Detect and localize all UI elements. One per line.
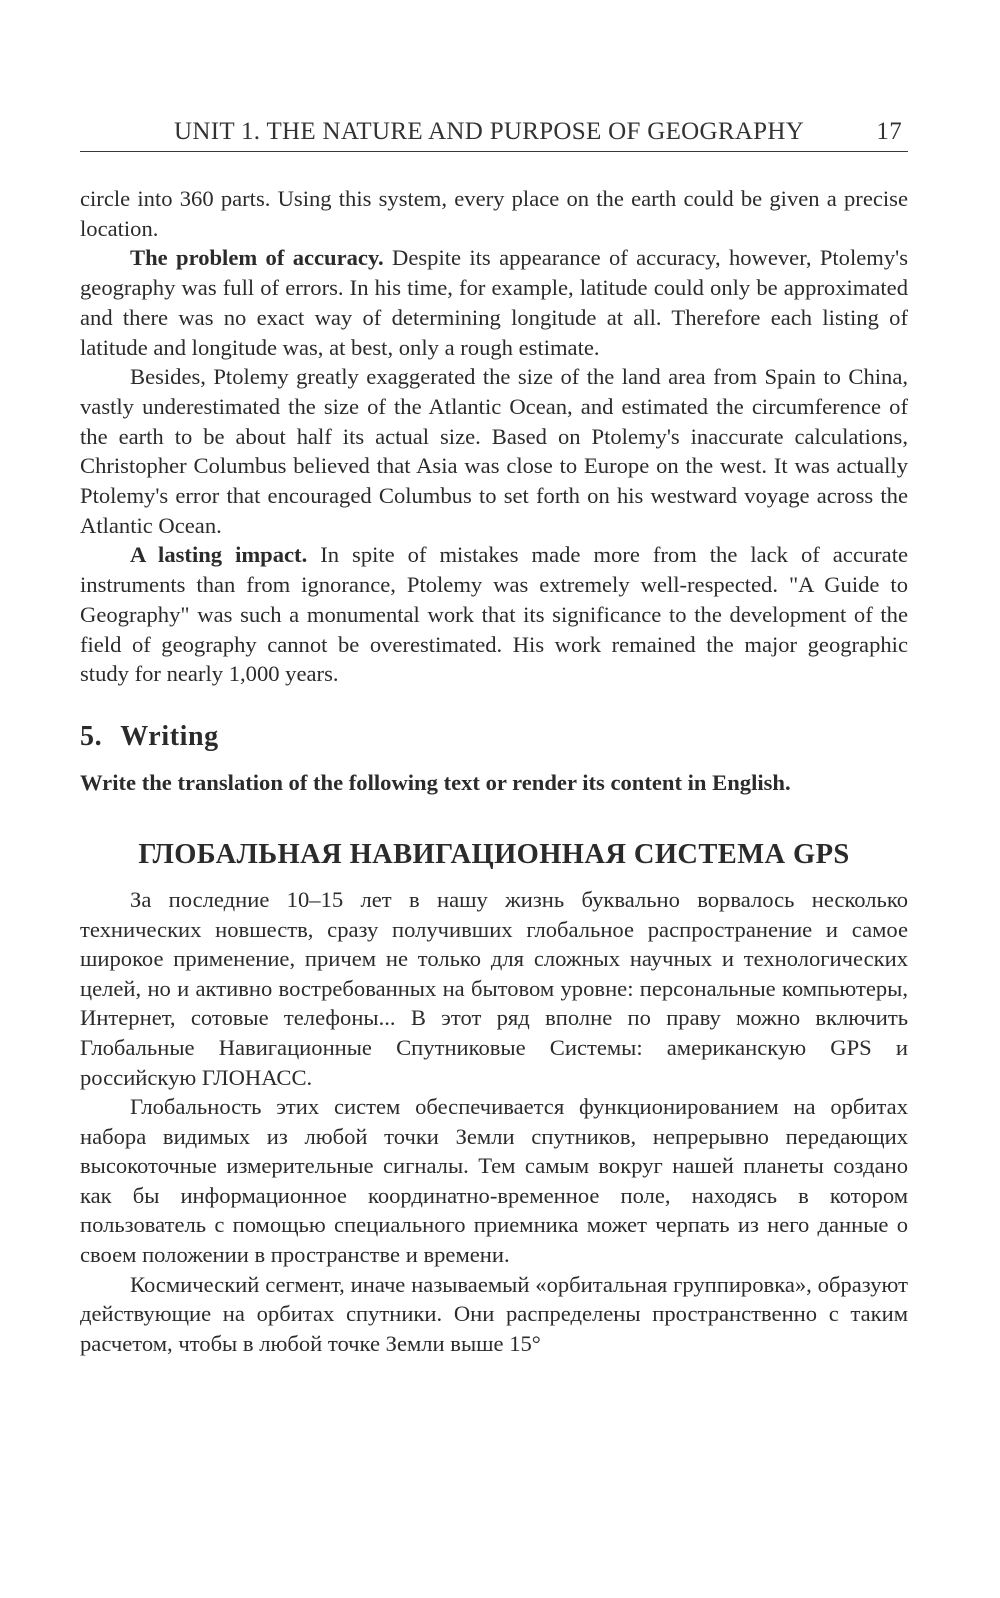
english-body xyxy=(80,184,908,689)
section-heading xyxy=(80,721,908,753)
section-title: Writing xyxy=(120,720,219,752)
section-instruction: Write the translation of the following text or render its content in English. xyxy=(80,769,791,795)
paragraph-1: circle into 360 parts. Using this system, every place on the earth could be given a precise location. xyxy=(80,186,908,241)
page-number: 17 xyxy=(876,118,902,145)
russian-paragraph-1: За последние 10–15 лет в нашу жизнь буквально ворвалось несколько технических новшеств, сразу получивших глобальное распространение и самое широкое применение, причем не только для сложных научных и технологических целей, но и активно востребованных на бытовом уровне: персональные компьютеры, Интернет, сотовые телефоны... В этот ряд вполне по праву можно включить Глобальные Навигационные Спутниковые Системы: американскую GPS и российскую ГЛОНАСС. xyxy=(80,886,908,1090)
russian-body xyxy=(80,885,908,1359)
running-head xyxy=(80,118,908,152)
paragraph-3: Besides, Ptolemy greatly exaggerated the size of the land area from Spain to China, vastly underestimated the size of the Atlantic Ocean, and estimated the circumference of the earth to be about half its actual size. Based on Ptolemy's inaccurate calculations, Christopher Columbus believed that Asia was close to Europe on the west. It was actually Ptolemy's error that encouraged Columbus to set forth on his westward voyage across the Atlantic Ocean. xyxy=(80,364,908,538)
russian-title: ГЛОБАЛЬНАЯ НАВИГАЦИОННАЯ СИСТЕМА GPS xyxy=(138,838,850,870)
paragraph-4 xyxy=(80,540,908,689)
book-page xyxy=(80,118,908,1358)
russian-paragraph-2: Глобальность этих систем обеспечивается функционированием на орбитах набора видимых из любой точки Земли спутников, непрерывно передающих высокоточные измерительные сигналы. Тем самым вокруг нашей планеты создано как бы информационное координатно-временное поле, находясь в котором пользователь с помощью специального приемника может черпать из него данные о своем положении в пространстве и времени. xyxy=(80,1094,908,1268)
section-number: 5. xyxy=(80,720,103,752)
paragraph-4-body: In spite of mistakes made more from the lack of accurate instruments than from ignorance, Ptolemy was extremely well-respected. "A Guide to Geography" was such a monumental work that its significance to the development of the field of geography cannot be overestimated. His work remained the major geographic study for nearly 1,000 years. xyxy=(80,542,908,687)
paragraph-2-body: Despite its appearance of accuracy, however, Ptolemy's geography was full of errors. In his time, for example, latitude could only be approximated and there was no exact way of determining longitude at all. Therefore each listing of latitude and longitude was, at best, only a rough estimate. xyxy=(80,245,908,360)
paragraph-4-heading: A lasting impact. xyxy=(130,542,308,568)
paragraph-2 xyxy=(80,243,908,362)
russian-paragraph-3: Космический сегмент, иначе называемый «орбитальная группировка», образуют действующие на орбитах спутники. Они распределены пространственно с таким расчетом, чтобы в любой точке Земли выше 15° xyxy=(80,1271,908,1356)
paragraph-2-heading: The problem of accuracy. xyxy=(130,245,384,271)
running-title: UNIT 1. THE NATURE AND PURPOSE OF GEOGRAPHY xyxy=(174,118,805,145)
